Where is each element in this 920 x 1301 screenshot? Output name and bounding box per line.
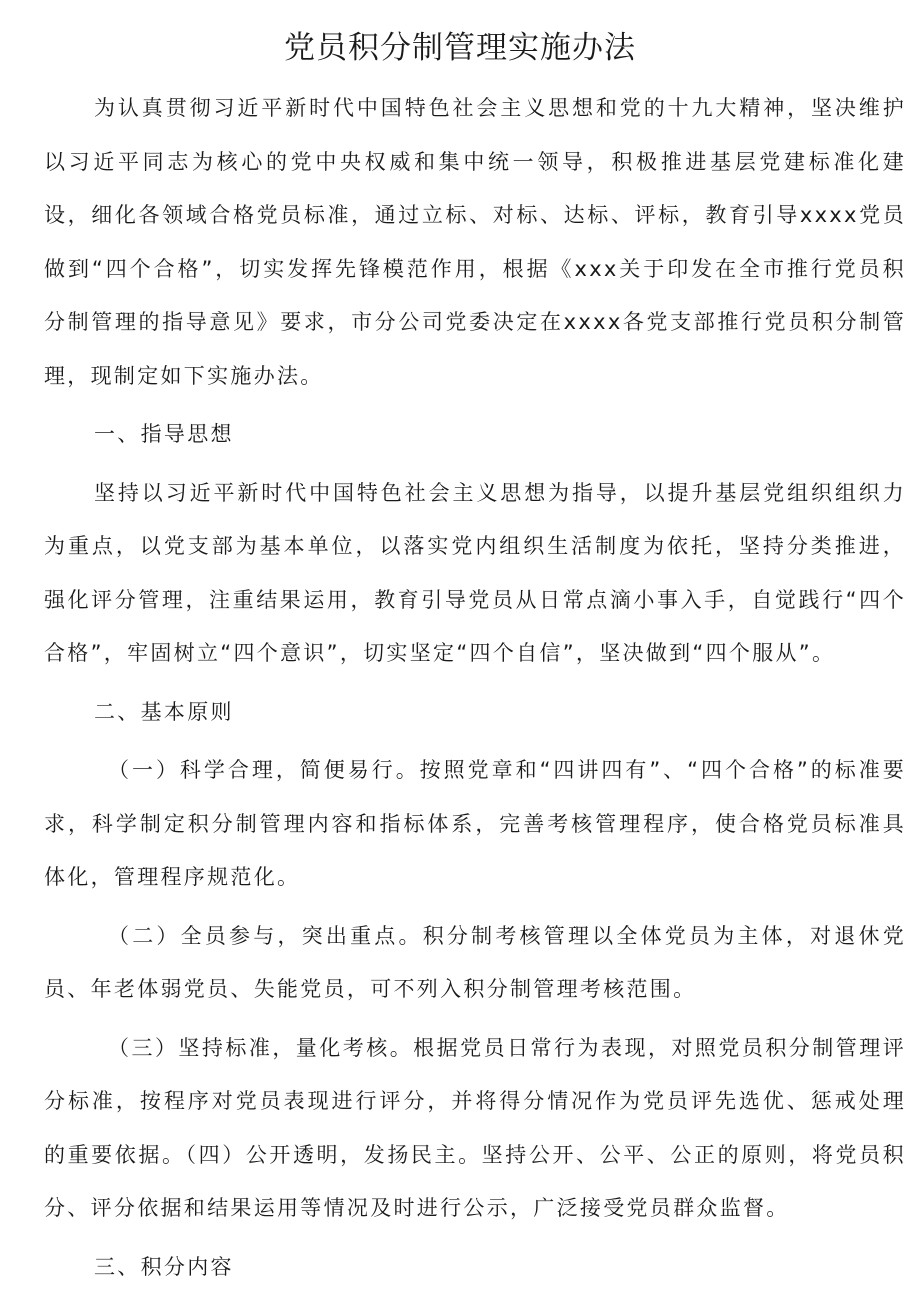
guiding-ideology-paragraph: 坚持以习近平新时代中国特色社会主义思想为指导，以提升基层党组织组织力为重点，以党支部为基本单位，以落实党内组织生活制度为依托，坚持分类推进，强化评分管理，注重结果运用，教育引导党员从日常点滴小事入手，自觉践行“四个合格”，牢固树立“四个意识”，切实坚定“四个自信”，坚决做到“四个服从”。 [44, 480, 906, 665]
intro-paragraph: 为认真贯彻习近平新时代中国特色社会主义思想和党的十九大精神，坚决维护以习近平同志为核心的党中央权威和集中统一领导，积极推进基层党建标准化建设，细化各领域合格党员标准，通过立标、对标、达标、评标，教育引导xxxx党员做到“四个合格”，切实发挥先锋模范作用，根据《xxx关于印发在全市推行党员积分制管理的指导意见》要求，市分公司党委决定在xxxx各党支部推行党员积分制管理，现制定如下实施办法。 [44, 96, 906, 388]
section-heading-points-content: 三、积分内容 [94, 1254, 234, 1279]
document-title: 党员积分制管理实施办法 [284, 30, 636, 66]
principle-item-1: （一）科学合理，简便易行。按照党章和“四讲四有”、“四个合格”的标准要求，科学制定积分制管理内容和指标体系，完善考核管理程序，使合格党员标准具体化，管理程序规范化。 [44, 758, 906, 889]
section-heading-guiding-ideology: 一、指导思想 [94, 422, 234, 446]
section-heading-basic-principles: 二、基本原则 [94, 699, 234, 724]
document-body [44, 82, 906, 1294]
principle-item-2: （二）全员参与，突出重点。积分制考核管理以全体党员为主体，对退休党员、年老体弱党员、失能党员，可不列入积分制管理考核范围。 [44, 923, 906, 1001]
principle-item-3: （三）坚持标准，量化考核。根据党员日常行为表现，对照党员积分制管理评分标准，按程序对党员表现进行评分，并将得分情况作为党员评先选优、惩戒处理的重要依据。（四）公开透明，发扬民主。坚持公开、公平、公正的原则，将党员积分、评分依据和结果运用等情况及时进行公示，广泛接受党员群众监督。 [44, 1035, 906, 1220]
